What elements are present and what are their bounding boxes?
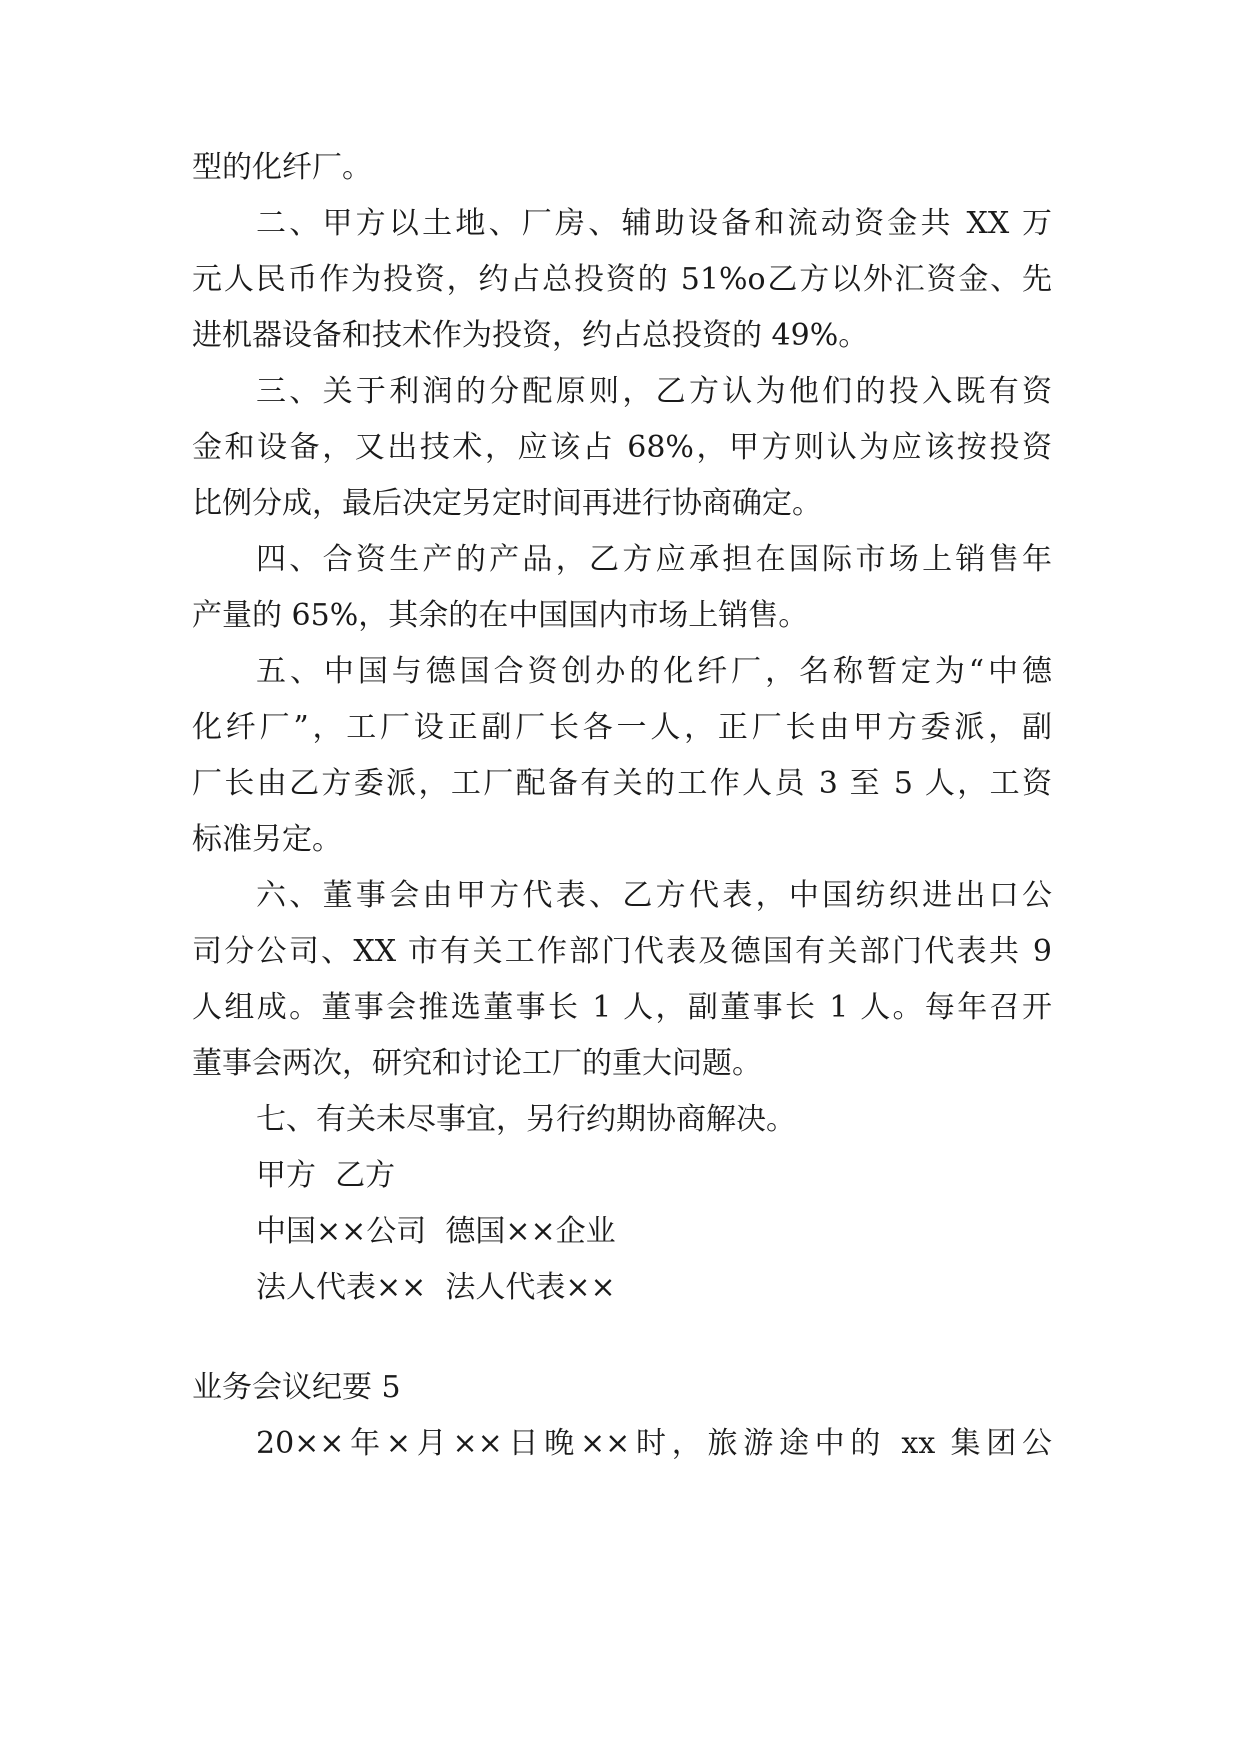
clause-2-line-3: 进机器设备和技术作为投资，约占总投资的 49%。	[192, 318, 869, 353]
clause-3-line-1: 三、关于利润的分配原则，乙方认为他们的投入既有资	[256, 374, 1052, 409]
signature-parties: 甲方 乙方	[256, 1158, 396, 1193]
clause-2-line-1: 二、甲方以土地、厂房、辅助设备和流动资金共 XX 万	[256, 206, 1052, 241]
clause-4-line-1: 四、合资生产的产品，乙方应承担在国际市场上销售年	[256, 542, 1052, 577]
section-heading: 业务会议纪要 5	[192, 1370, 401, 1405]
clause-5-line-1: 五、中国与德国合资创办的化纤厂，名称暂定为“中德	[256, 654, 1052, 689]
clause-6-line-3: 人组成。董事会推选董事长 1 人，副董事长 1 人。每年召开	[192, 990, 1052, 1025]
clause-3-line-3: 比例分成，最后决定另定时间再进行协商确定。	[192, 486, 822, 521]
clause-6-line-2: 司分公司、XX 市有关工作部门代表及德国有关部门代表共 9	[192, 934, 1052, 969]
clause-2-line-2: 元人民币作为投资，约占总投资的 51%o乙方以外汇资金、先	[192, 262, 1052, 297]
clause-6-line-4: 董事会两次，研究和讨论工厂的重大问题。	[192, 1046, 762, 1081]
signature-companies: 中国××公司 德国××企业	[256, 1214, 616, 1249]
clause-3-line-2: 金和设备，又出技术，应该占 68%，甲方则认为应该按投资	[192, 430, 1052, 465]
clause-5-line-2: 化纤厂”，工厂设正副厂长各一人，正厂长由甲方委派，副	[192, 710, 1052, 745]
clause-6-line-1: 六、董事会由甲方代表、乙方代表，中国纺织进出口公	[256, 878, 1052, 913]
clause-5-line-4: 标准另定。	[192, 822, 342, 857]
paragraph-1-line-end: 型的化纤厂。	[192, 150, 372, 185]
clause-7-line-1: 七、有关未尽事宜，另行约期协商解决。	[256, 1102, 796, 1137]
section-5-line-1: 20××年×月××日晚××时，旅游途中的 xx 集团公	[256, 1426, 1052, 1461]
clause-4-line-2: 产量的 65%，其余的在中国国内市场上销售。	[192, 598, 809, 633]
clause-5-line-3: 厂长由乙方委派，工厂配备有关的工作人员 3 至 5 人，工资	[192, 766, 1052, 801]
signature-representatives: 法人代表×× 法人代表××	[256, 1270, 616, 1305]
